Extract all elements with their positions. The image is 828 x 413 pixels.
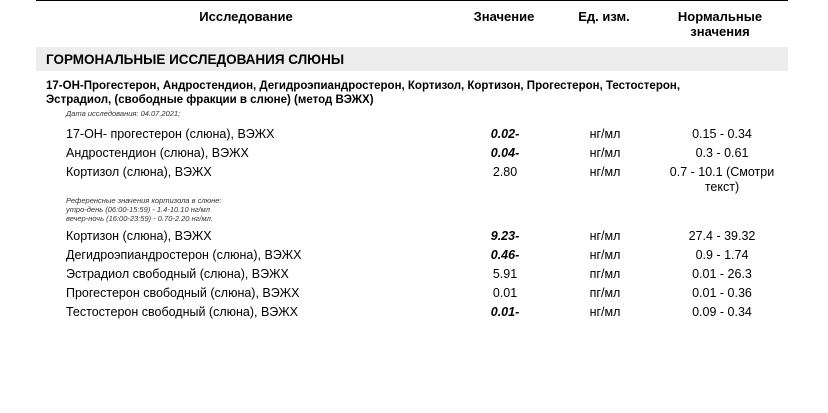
row-norm: 0.01 - 26.3 <box>692 267 752 281</box>
column-header-value: Значение <box>473 9 535 24</box>
reference-note-line3: вечер-ночь (16:00-23:59) - 0.70-2.20 нг/мл. <box>66 214 213 223</box>
row-norm: 0.3 - 0.61 <box>695 146 749 160</box>
row-name: Андростендион (слюна), ВЭЖХ <box>66 146 249 160</box>
reference-note-line1: Референсные значения кортизола в слюне: <box>66 196 222 205</box>
row-unit: пг/мл <box>589 286 621 300</box>
row-name: Дегидроэпиандростерон (слюна), ВЭЖХ <box>66 248 302 262</box>
row-unit: нг/мл <box>589 305 621 319</box>
row-norm: 27.4 - 39.32 <box>688 229 756 243</box>
table-row <box>0 286 828 304</box>
cortisol-reference-note <box>66 196 222 223</box>
table-row <box>0 229 828 247</box>
row-unit: нг/мл <box>589 248 621 262</box>
row-name: Тестостерон свободный (слюна), ВЭЖХ <box>66 305 299 319</box>
row-value: 2.80 <box>492 165 518 179</box>
row-unit: нг/мл <box>589 146 621 160</box>
row-name: Кортизон (слюна), ВЭЖХ <box>66 229 212 243</box>
column-header-norm <box>652 9 788 39</box>
table-row <box>0 248 828 266</box>
row-name: 17-ОН- прогестерон (слюна), ВЭЖХ <box>66 127 275 141</box>
table-row <box>0 146 828 164</box>
row-value: 0.02- <box>490 127 520 141</box>
row-value: 0.01 <box>492 286 518 300</box>
row-norm-line1: 0.7 - 10.1 (Смотри <box>669 165 775 179</box>
row-value: 5.91 <box>492 267 518 281</box>
row-norm: 0.01 - 0.36 <box>692 286 752 300</box>
row-unit: нг/мл <box>589 165 621 179</box>
table-row <box>0 165 828 197</box>
section-title: ГОРМОНАЛЬНЫЕ ИССЛЕДОВАНИЯ СЛЮНЫ <box>46 52 345 67</box>
reference-note-line2: утро-день (06:00-15:59) - 1.4-10.10 нг/мл <box>66 205 210 214</box>
row-norm-line2: текст) <box>704 180 740 194</box>
table-row <box>0 305 828 323</box>
method-description <box>46 79 786 107</box>
column-header-study: Исследование <box>199 9 293 24</box>
top-border <box>36 0 788 1</box>
column-header-norm-line1: Нормальные <box>677 9 763 24</box>
row-value: 0.46- <box>490 248 520 262</box>
row-value: 9.23- <box>490 229 520 243</box>
column-header-norm-line2: значения <box>690 24 750 39</box>
study-date: Дата исследования: 04.07.2021; <box>66 109 181 118</box>
row-name: Кортизол (слюна), ВЭЖХ <box>66 165 212 179</box>
row-unit: пг/мл <box>589 267 621 281</box>
method-line-1: 17-ОН-Прогестерон, Андростендион, Дегидроэпиандростерон, Кортизол, Кортизон, Прогестерон, Тестостерон, <box>46 80 681 92</box>
table-row <box>0 267 828 285</box>
row-value: 0.04- <box>490 146 520 160</box>
row-norm <box>652 165 792 195</box>
row-value: 0.01- <box>490 305 520 319</box>
row-unit: нг/мл <box>589 127 621 141</box>
row-norm: 0.09 - 0.34 <box>692 305 752 319</box>
table-row <box>0 127 828 145</box>
row-name: Прогестерон свободный (слюна), ВЭЖХ <box>66 286 300 300</box>
row-norm: 0.9 - 1.74 <box>695 248 749 262</box>
row-name: Эстрадиол свободный (слюна), ВЭЖХ <box>66 267 289 281</box>
column-header-unit: Ед. изм. <box>578 9 630 24</box>
row-norm: 0.15 - 0.34 <box>692 127 752 141</box>
method-line-2: Эстрадиол, (свободные фракции в слюне) (метод ВЭЖХ) <box>46 94 374 106</box>
row-unit: нг/мл <box>589 229 621 243</box>
